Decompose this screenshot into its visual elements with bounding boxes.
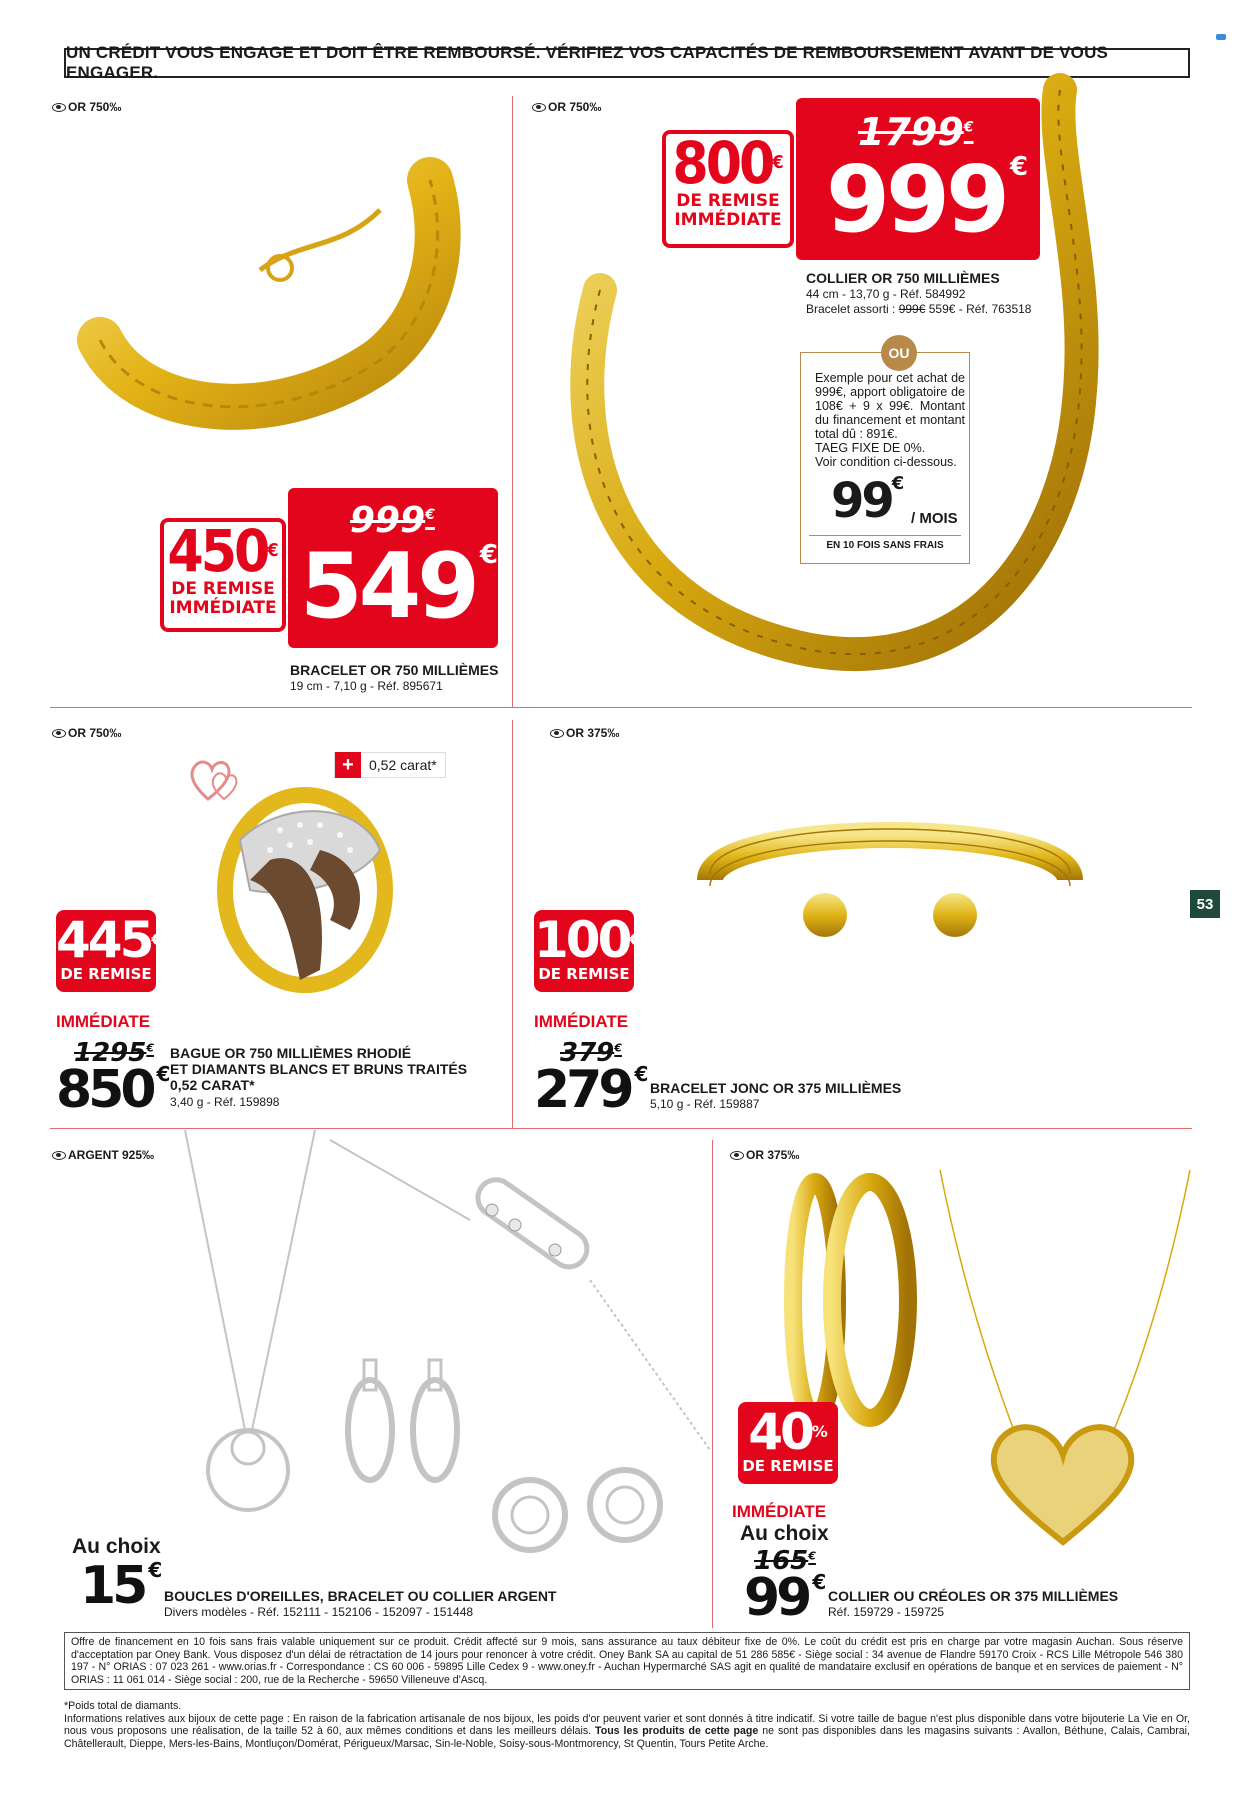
discount-badge-creoles: 40% DE REMISE bbox=[738, 1402, 838, 1484]
footnote-jewelry-info: Informations relatives aux bijoux de cette page : En raison de la fabrication artisanale de nos bijoux, les poids d'or peuvent varier et sont donnés à titre indicatif. Si votre taille de bague n'est plus disponible dans votre bijouterie La Vie en Or, nous vous proposons une réalisation, de la taille 52 à 60, aux mêmes conditions et dans les meilleurs délais. Tous les produits de cette page ne sont pas disponibles dans les magasins suivants : Avallon, Béthune, Calais, Cambrai, Châtellerault, Dieppe, Mers-les-Bains, Montluçon/Domérat, Périgueux/Marsac, Sin-le-Noble, Soisy-sous-Montmorency, St Quentin, Tours Petite Arche. bbox=[64, 1712, 1190, 1750]
hallmark-owl-icon bbox=[550, 729, 564, 738]
immediate-label-jonc: IMMÉDIATE bbox=[534, 1012, 629, 1031]
separator-row-1 bbox=[50, 707, 1192, 708]
separator-col-1 bbox=[512, 96, 513, 708]
metal-tag-creoles bbox=[730, 1148, 799, 1162]
product-matching-bracelet: Bracelet assorti : 999€ 559€ - Réf. 763518 bbox=[806, 302, 1032, 316]
metal-tag-jonc bbox=[550, 726, 619, 740]
hallmark-eagle-icon bbox=[52, 103, 66, 112]
product-details-jonc: 5,10 g - Réf. 159887 bbox=[650, 1097, 760, 1111]
corner-mark bbox=[1216, 34, 1226, 40]
footnote-diamond-weight: *Poids total de diamants. bbox=[64, 1700, 182, 1712]
per-month-label: / MOIS bbox=[911, 510, 958, 527]
metal-label: ARGENT 925‰ bbox=[68, 1148, 155, 1162]
old-price-bague: 1295€ bbox=[74, 1038, 155, 1068]
creoles-image bbox=[770, 1170, 1190, 1560]
old-price-creoles: 165€ bbox=[754, 1546, 816, 1576]
product-title-argent: BOUCLES D'OREILLES, BRACELET OU COLLIER ARGENT bbox=[164, 1588, 557, 1604]
product-title-jonc: BRACELET JONC OR 375 MILLIÈMES bbox=[650, 1080, 902, 1096]
credit-offer-box bbox=[800, 345, 970, 564]
old-price-collier: 1799€ bbox=[858, 110, 974, 154]
footnotes bbox=[64, 1700, 1190, 1750]
metal-tag-bracelet bbox=[52, 100, 121, 114]
discount-badge-bracelet: 450€ DE REMISE IMMÉDIATE bbox=[160, 518, 286, 632]
old-price-bracelet: 999€ bbox=[350, 500, 435, 541]
plus-icon: + bbox=[335, 752, 361, 778]
au-choix-creoles: Au choix bbox=[740, 1522, 829, 1545]
hallmark-argent-icon bbox=[52, 1151, 66, 1160]
old-price-jonc: 379€ bbox=[560, 1038, 622, 1068]
au-choix-argent: Au choix bbox=[72, 1535, 161, 1558]
page-number: 53 bbox=[1190, 890, 1220, 918]
discount-badge-jonc: 100€ DE REMISE bbox=[534, 910, 634, 992]
product-details-collier: 44 cm - 13,70 g - Réf. 584992 bbox=[806, 287, 966, 301]
new-price-jonc: 279 € bbox=[534, 1060, 649, 1120]
product-details-argent: Divers modèles - Réf. 152111 - 152106 - 152097 - 151448 bbox=[164, 1605, 474, 1619]
product-details-creoles: Réf. 159729 - 159725 bbox=[828, 1605, 945, 1619]
financing-legal-text: Offre de financement en 10 fois sans frais valable uniquement sur ce produit. Crédit affecté sur 9 mois, sans assurance au taux débiteur fixe de 0%. Le coût du crédit est pris en charge par votre magasin Auchan. Sous réserve d'acceptation par Oney Bank. Vous disposez d'un délai de rétractation de 14 jours pour renoncer à votre crédit. Oney Bank SA au capital de 51 286 585€ - Siège social : 34 avenue de Flandre 59170 Croix - RCS Lille Métropole 546 380 197 - N° ORIAS : 07 023 261 - www.orias.fr - Correspondance : CS 60 006 - 59895 Lille Cedex 9 - www.oney.fr - Auchan Hypermarché SAS agit en qualité de mandataire exclusif en opérations de banque et en services de paiement - N° ORIAS : 11 061 014 - Siège social : 200, rue de la Recherche - 59650 Villeneuve d'Ascq. bbox=[64, 1632, 1190, 1690]
discount-badge-collier: 800€ DE REMISE IMMÉDIATE bbox=[662, 130, 794, 248]
discount-badge-bague: 445€ DE REMISE bbox=[56, 910, 156, 992]
hallmark-eagle-icon bbox=[532, 103, 546, 112]
new-price-argent: 15 € bbox=[80, 1556, 163, 1616]
new-price-creoles: 99 € bbox=[744, 1568, 827, 1628]
separator-col-3 bbox=[712, 1140, 713, 1628]
credit-warning-banner: UN CRÉDIT VOUS ENGAGE ET DOIT ÊTRE REMBOURSÉ. VÉRIFIEZ VOS CAPACITÉS DE REMBOURSEMENT AVANT DE VOUS ENGAGER. bbox=[64, 48, 1190, 78]
immediate-label-creoles: IMMÉDIATE bbox=[732, 1502, 827, 1521]
bague-image bbox=[210, 780, 400, 1000]
monthly-price: 99€ bbox=[831, 473, 905, 529]
installment-terms: EN 10 FOIS SANS FRAIS bbox=[809, 535, 961, 551]
product-details-bague: 3,40 g - Réf. 159898 bbox=[170, 1095, 280, 1109]
jonc-image bbox=[690, 790, 1090, 950]
separator-row-2 bbox=[50, 1128, 1192, 1129]
argent-image bbox=[170, 1130, 710, 1550]
bracelet-image bbox=[80, 170, 460, 440]
new-price-bague: 850 € bbox=[56, 1060, 171, 1120]
ou-badge: OU bbox=[881, 335, 917, 371]
product-title-bracelet: BRACELET OR 750 MILLIÈMES bbox=[290, 662, 499, 678]
metal-label: OR 375‰ bbox=[566, 726, 620, 740]
metal-tag-bague bbox=[52, 726, 121, 740]
product-details-bracelet: 19 cm - 7,10 g - Réf. 895671 bbox=[290, 679, 443, 693]
metal-label: OR 750‰ bbox=[548, 100, 602, 114]
new-price-collier: 999 € bbox=[826, 146, 1029, 253]
product-title-creoles: COLLIER OU CRÉOLES OR 375 MILLIÈMES bbox=[828, 1588, 1119, 1604]
immediate-label-bague: IMMÉDIATE bbox=[56, 1012, 151, 1031]
metal-label: OR 750‰ bbox=[68, 100, 122, 114]
separator-col-2 bbox=[512, 720, 513, 1128]
carat-tag: + 0,52 carat* bbox=[334, 752, 446, 778]
metal-label: OR 750‰ bbox=[68, 726, 122, 740]
credit-example: Exemple pour cet achat de 999€, apport obligatoire de 108€ + 9 x 99€. Montant du financement et montant total dû : 891€. TAEG FIXE DE 0%. Voir condition ci-dessous. bbox=[815, 371, 965, 469]
new-price-bracelet: 549 € bbox=[300, 534, 498, 639]
hallmark-owl-icon bbox=[730, 1151, 744, 1160]
metal-tag-argent bbox=[52, 1148, 154, 1162]
product-title-bague: BAGUE OR 750 MILLIÈMES RHODIÉ ET DIAMANTS BLANCS ET BRUNS TRAITÉS 0,52 CARAT* bbox=[170, 1045, 468, 1093]
product-title-collier: COLLIER OR 750 MILLIÈMES bbox=[806, 270, 1000, 286]
metal-label: OR 375‰ bbox=[746, 1148, 800, 1162]
hallmark-eagle-icon bbox=[52, 729, 66, 738]
